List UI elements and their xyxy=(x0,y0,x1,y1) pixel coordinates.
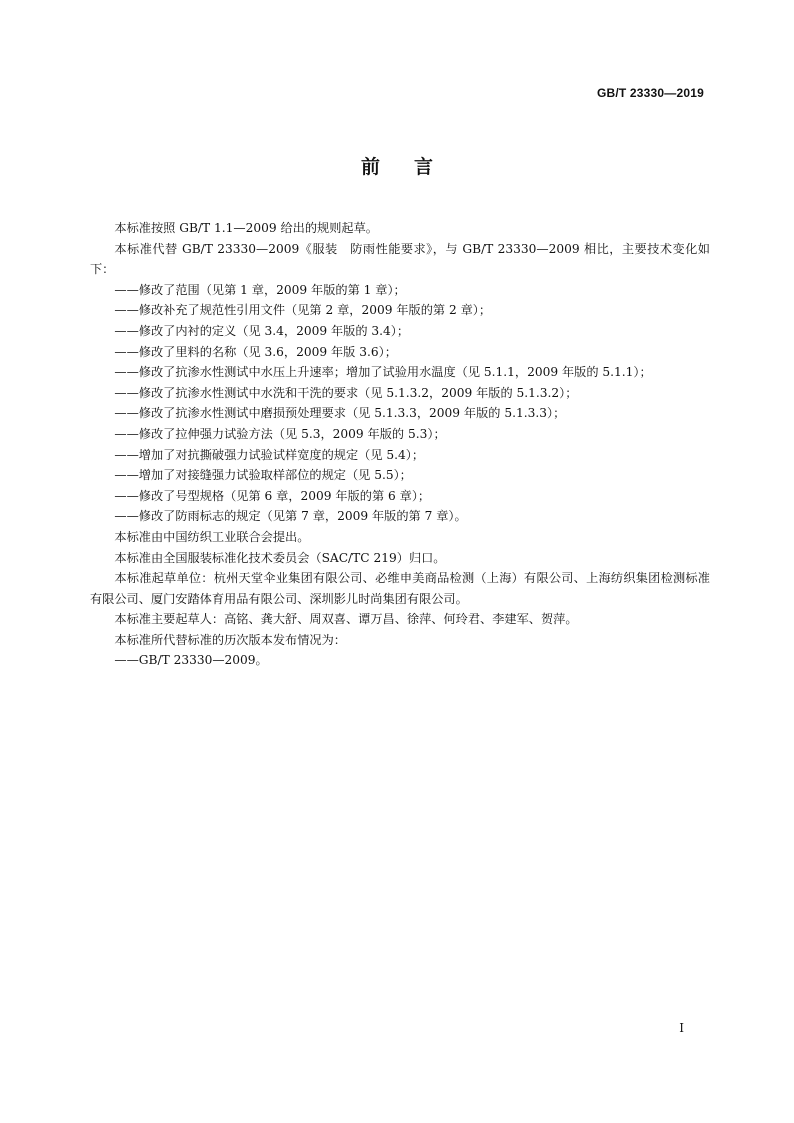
paragraph: 本标准所代替标准的历次版本发布情况为： xyxy=(114,632,346,647)
paragraph: 本标准主要起草人：高铭、龚大舒、周双喜、谭万昌、徐萍、何玲君、李建军、贺萍。 xyxy=(114,612,578,627)
page-title: 前言 xyxy=(360,156,467,178)
list-item: ——修改补充了规范性引用文件（见第 2 章，2009 年版的第 2 章）； xyxy=(114,303,492,318)
list-item: ——修改了号型规格（见第 6 章，2009 年版的第 6 章）； xyxy=(114,488,431,503)
list-item: ——修改了抗渗水性测试中水洗和干洗的要求（见 5.1.3.2，2009 年版的 5.1.3.2）； xyxy=(114,385,578,400)
paragraph: 本标准代替 GB/T 23330—2009《服装 防雨性能要求》，与 GB/T 23330—2009 相比，主要技术变化如下： xyxy=(90,241,710,277)
list-item: ——GB/T 23330—2009。 xyxy=(114,653,268,668)
paragraph: 本标准起草单位：杭州天堂伞业集团有限公司、必维申美商品检测（上海）有限公司、上海纺织集团检测标准有限公司、厦门安踏体育用品有限公司、深圳影儿时尚集团有限公司。 xyxy=(90,571,710,606)
list-item: ——修改了防雨标志的规定（见第 7 章，2009 年版的第 7 章）。 xyxy=(114,509,467,524)
list-item: ——修改了范围（见第 1 章，2009 年版的第 1 章）； xyxy=(114,282,406,297)
list-item: ——修改了拉伸强力试验方法（见 5.3，2009 年版的 5.3）； xyxy=(114,426,446,441)
paragraph: 本标准按照 GB/T 1.1—2009 给出的规则起草。 xyxy=(114,221,378,235)
list-item: ——修改了抗渗水性测试中水压上升速率；增加了试验用水温度（见 5.1.1，2009 年版的 5.1.1）； xyxy=(114,365,652,380)
paragraph: 本标准由中国纺织工业联合会提出。 xyxy=(114,529,310,544)
standard-code-header: GB/T 23330—2019 xyxy=(596,86,704,100)
list-item: ——修改了内衬的定义（见 3.4，2009 年版的 3.4）； xyxy=(114,323,410,338)
foreword-body xyxy=(90,218,710,671)
paragraph: 本标准由全国服装标准化技术委员会（SAC/TC 219）归口。 xyxy=(114,550,446,565)
list-item: ——修改了里料的名称（见 3.6，2009 年版 3.6）； xyxy=(114,344,397,359)
list-item: ——增加了对抗撕破强力试验试样宽度的规定（见 5.4）； xyxy=(114,447,425,462)
list-item: ——增加了对接缝强力试验取样部位的规定（见 5.5）； xyxy=(114,468,412,483)
page-number: I xyxy=(679,1021,684,1035)
list-item: ——修改了抗渗水性测试中磨损预处理要求（见 5.1.3.3，2009 年版的 5.1.3.3）； xyxy=(114,406,566,421)
